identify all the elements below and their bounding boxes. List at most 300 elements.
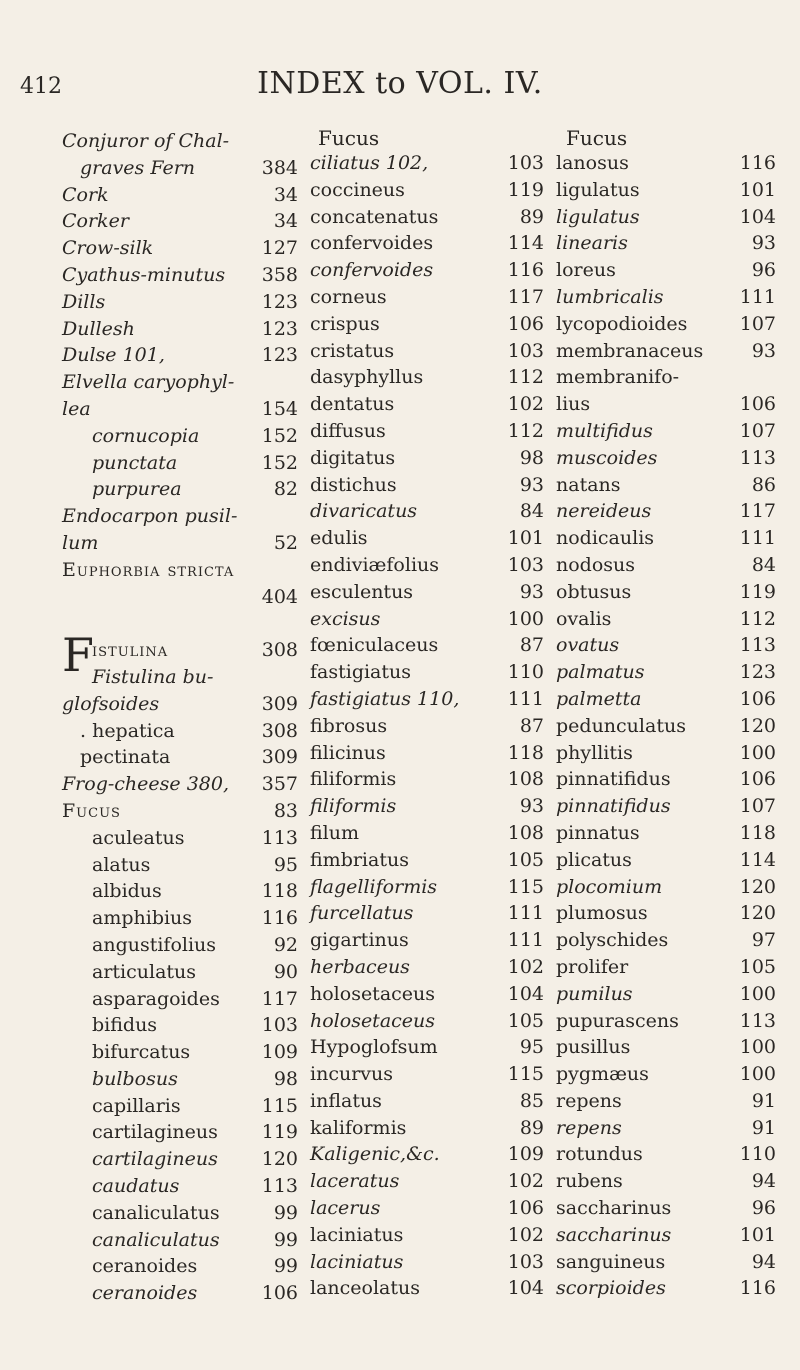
entry-page-number: 113 bbox=[261, 826, 298, 849]
index-entry bbox=[62, 1146, 298, 1173]
entry-term: cartilagineus bbox=[92, 1121, 218, 1144]
entry-page-number: 99 bbox=[273, 1255, 298, 1278]
index-entry bbox=[62, 959, 298, 986]
index-entry bbox=[556, 311, 776, 338]
entry-page-number: 152 bbox=[261, 424, 298, 447]
entry-term: bifidus bbox=[92, 1014, 158, 1037]
running-head: INDEX to VOL. IV. bbox=[257, 66, 543, 101]
index-entry bbox=[62, 664, 298, 691]
entry-term: filiformis bbox=[310, 768, 397, 791]
index-entry bbox=[310, 525, 550, 552]
index-entry bbox=[556, 793, 776, 820]
entry-term: incurvus bbox=[310, 1063, 393, 1086]
entry-page-number: 117 bbox=[261, 987, 298, 1010]
index-entry bbox=[310, 900, 550, 927]
entry-page-number: 120 bbox=[261, 1148, 298, 1171]
entry-term: fastigiatus 110, bbox=[310, 687, 460, 710]
entry-term: pinnatifidus bbox=[556, 795, 671, 818]
entry-page-number: 83 bbox=[273, 799, 298, 822]
index-entry bbox=[556, 713, 776, 740]
entry-page-number: 118 bbox=[507, 741, 544, 764]
index-entry bbox=[556, 1168, 776, 1195]
entry-page-number: 308 bbox=[261, 719, 298, 742]
entry-page-number: 105 bbox=[739, 955, 776, 978]
entry-page-number: 357 bbox=[261, 773, 298, 796]
entry-page-number: 116 bbox=[261, 907, 298, 930]
index-entry bbox=[556, 338, 776, 365]
index-entry bbox=[556, 606, 776, 633]
entry-term: lacerus bbox=[310, 1197, 381, 1220]
entry-term: corneus bbox=[310, 285, 387, 308]
entry-term: graves Fern bbox=[80, 156, 196, 179]
entry-page-number: 91 bbox=[751, 1116, 776, 1139]
entry-term: plumosus bbox=[556, 902, 648, 925]
index-entry bbox=[62, 1280, 298, 1307]
entry-term: lumbricalis bbox=[556, 285, 664, 308]
entry-page-number: 118 bbox=[261, 880, 298, 903]
entry-page-number: 123 bbox=[261, 290, 298, 313]
entry-term: concatenatus bbox=[310, 205, 439, 228]
index-entry bbox=[556, 498, 776, 525]
entry-term: lanosus bbox=[556, 152, 629, 174]
entry-page-number: 106 bbox=[739, 393, 776, 416]
entry-term: pupurascens bbox=[556, 1009, 679, 1032]
index-entry bbox=[62, 530, 298, 557]
entry-term: gigartinus bbox=[310, 929, 409, 952]
entry-term: Fistulina bu- bbox=[92, 665, 214, 688]
index-entry bbox=[556, 364, 776, 391]
index-entry bbox=[310, 793, 550, 820]
entry-page-number: 112 bbox=[507, 366, 544, 389]
index-entry bbox=[556, 418, 776, 445]
entry-page-number: 117 bbox=[739, 500, 776, 523]
entry-page-number: 119 bbox=[261, 1121, 298, 1144]
entry-page-number: 115 bbox=[507, 875, 544, 898]
entry-page-number: 102 bbox=[507, 393, 544, 416]
column-heading: Fucus bbox=[318, 126, 380, 150]
index-entry bbox=[62, 932, 298, 959]
entry-term: confervoides bbox=[310, 232, 434, 255]
entry-term: rubens bbox=[556, 1170, 623, 1193]
entry-term: Dills bbox=[62, 290, 106, 313]
entry-page-number: 100 bbox=[739, 982, 776, 1005]
entry-term: multifidus bbox=[556, 419, 653, 442]
entry-term: plicatus bbox=[556, 848, 632, 871]
entry-page-number: 115 bbox=[261, 1094, 298, 1117]
entry-page-number: 94 bbox=[751, 1250, 776, 1273]
entry-page-number: 87 bbox=[519, 714, 544, 737]
entry-term: pumilus bbox=[556, 982, 633, 1005]
index-entry bbox=[62, 128, 298, 155]
entry-term: fœniculaceus bbox=[310, 634, 439, 657]
entry-term: albidus bbox=[92, 880, 162, 903]
entry-term: bulbosus bbox=[92, 1067, 178, 1090]
entry-term: lum bbox=[62, 531, 99, 554]
entry-term: Corker bbox=[62, 210, 129, 233]
entry-term: kaliformis bbox=[310, 1116, 407, 1139]
entry-term: lea bbox=[62, 397, 91, 420]
entry-page-number: 109 bbox=[261, 1041, 298, 1064]
entry-page-number: 104 bbox=[507, 982, 544, 1005]
entry-term: distichus bbox=[310, 473, 397, 496]
entry-term: filum bbox=[310, 821, 360, 844]
page-number: 412 bbox=[20, 74, 62, 99]
index-entry bbox=[556, 391, 776, 418]
index-entry bbox=[62, 798, 298, 825]
index-entry bbox=[310, 1195, 550, 1222]
entry-term: Kaligenic,&c. bbox=[310, 1143, 440, 1166]
entry-page-number: 82 bbox=[273, 478, 298, 501]
entry-page-number: 96 bbox=[751, 1197, 776, 1220]
entry-term: canaliculatus bbox=[92, 1201, 220, 1224]
entry-term: cornucopia bbox=[92, 424, 200, 447]
entry-page-number: 358 bbox=[261, 263, 298, 286]
entry-term: pedunculatus bbox=[556, 714, 686, 737]
index-entry bbox=[556, 1222, 776, 1249]
index-entry bbox=[556, 820, 776, 847]
index-entry bbox=[310, 150, 550, 177]
index-entry bbox=[310, 1275, 550, 1302]
entry-page-number: 118 bbox=[739, 821, 776, 844]
entry-term: cartilagineus bbox=[92, 1148, 218, 1171]
entry-term: esculentus bbox=[310, 580, 414, 603]
entry-page-number: 34 bbox=[273, 183, 298, 206]
index-entry bbox=[310, 391, 550, 418]
entry-term: angustifolius bbox=[92, 933, 217, 956]
index-entry bbox=[62, 262, 298, 289]
entry-term: crispus bbox=[310, 312, 380, 335]
index-entry bbox=[62, 1093, 298, 1120]
index-column-3 bbox=[556, 128, 776, 1302]
index-entry bbox=[62, 1012, 298, 1039]
index-entry bbox=[556, 177, 776, 204]
index-entry bbox=[310, 472, 550, 499]
entry-term: filiformis bbox=[310, 795, 397, 818]
entry-term: muscoides bbox=[556, 446, 658, 469]
index-entry bbox=[310, 686, 550, 713]
entry-term: pinnatus bbox=[556, 821, 640, 844]
index-entry bbox=[310, 284, 550, 311]
entry-page-number: 101 bbox=[739, 178, 776, 201]
entry-page-number: 101 bbox=[507, 527, 544, 550]
index-entry bbox=[310, 713, 550, 740]
index-entry bbox=[556, 1034, 776, 1061]
index-entry bbox=[310, 177, 550, 204]
entry-term: aculeatus bbox=[92, 826, 185, 849]
drop-cap: F bbox=[62, 628, 94, 683]
entry-term: lius bbox=[556, 393, 591, 416]
index-entry bbox=[310, 766, 550, 793]
index-entry bbox=[556, 927, 776, 954]
index-entry bbox=[310, 579, 550, 606]
entry-page-number: 108 bbox=[507, 768, 544, 791]
entry-term: fibrosus bbox=[310, 714, 388, 737]
index-entry bbox=[310, 981, 550, 1008]
entry-term: ovatus bbox=[556, 634, 620, 657]
entry-term: polyschides bbox=[556, 929, 669, 952]
entry-page-number: 103 bbox=[507, 339, 544, 362]
index-entry bbox=[62, 878, 298, 905]
entry-term: Crow-silk bbox=[62, 237, 154, 260]
entry-term: ciliatus 102, bbox=[310, 152, 429, 174]
entry-page-number: 99 bbox=[273, 1201, 298, 1224]
entry-page-number: 308 bbox=[261, 639, 298, 662]
index-entry bbox=[62, 369, 298, 396]
entry-term: laciniatus bbox=[310, 1250, 404, 1273]
entry-term: filicinus bbox=[310, 741, 386, 764]
index-entry bbox=[62, 691, 298, 718]
index-entry bbox=[62, 905, 298, 932]
index-entry bbox=[556, 284, 776, 311]
entry-page-number: 114 bbox=[739, 848, 776, 871]
index-entry bbox=[310, 927, 550, 954]
entry-term: . hepatica bbox=[80, 719, 175, 742]
entry-term: pectinata bbox=[80, 746, 171, 769]
index-entry bbox=[310, 445, 550, 472]
entry-term: nodosus bbox=[556, 553, 636, 576]
index-entry bbox=[310, 874, 550, 901]
entry-page-number: 404 bbox=[261, 585, 298, 608]
index-entry bbox=[310, 1008, 550, 1035]
entry-page-number: 113 bbox=[261, 1175, 298, 1198]
entry-term: ligulatus bbox=[556, 205, 640, 228]
index-entry bbox=[62, 1173, 298, 1200]
entry-term: natans bbox=[556, 473, 621, 496]
index-entry bbox=[310, 954, 550, 981]
index-entry bbox=[62, 503, 298, 530]
entry-term: plocomium bbox=[556, 875, 663, 898]
entry-term: pinnatifidus bbox=[556, 768, 671, 791]
index-entry bbox=[556, 525, 776, 552]
index-entry bbox=[310, 338, 550, 365]
entry-term: capillaris bbox=[92, 1094, 181, 1117]
entry-page-number: 107 bbox=[739, 419, 776, 442]
index-entry bbox=[310, 1061, 550, 1088]
entry-term: Frog-cheese 380, bbox=[62, 773, 229, 796]
entry-term: repens bbox=[556, 1089, 622, 1112]
entry-page-number: 111 bbox=[507, 929, 544, 952]
entry-page-number: 119 bbox=[507, 178, 544, 201]
entry-page-number: 120 bbox=[739, 902, 776, 925]
entry-page-number: 106 bbox=[739, 768, 776, 791]
entry-page-number: 123 bbox=[739, 661, 776, 684]
index-entry bbox=[62, 986, 298, 1013]
index-entry bbox=[62, 718, 298, 745]
entry-page-number: 89 bbox=[519, 205, 544, 228]
entry-page-number: 106 bbox=[507, 312, 544, 335]
entry-page-number: 103 bbox=[507, 1250, 544, 1273]
entry-term: repens bbox=[556, 1116, 622, 1139]
index-entry bbox=[310, 847, 550, 874]
entry-page-number: 93 bbox=[751, 232, 776, 255]
entry-term: ceranoides bbox=[92, 1255, 198, 1278]
entry-page-number: 104 bbox=[507, 1277, 544, 1300]
entry-page-number: 107 bbox=[739, 795, 776, 818]
entry-term: Hypoglofsum bbox=[310, 1036, 438, 1059]
index-entry bbox=[62, 316, 298, 343]
entry-term: Fucus bbox=[62, 799, 121, 822]
index-entry bbox=[62, 557, 298, 584]
index-entry bbox=[556, 1061, 776, 1088]
entry-page-number: 113 bbox=[739, 446, 776, 469]
entry-term: Dullesh bbox=[62, 317, 135, 340]
entry-term: inflatus bbox=[310, 1089, 382, 1112]
entry-term: palmetta bbox=[556, 687, 642, 710]
column-heading: Fucus bbox=[566, 126, 628, 150]
entry-page-number: 114 bbox=[507, 232, 544, 255]
index-entry bbox=[310, 311, 550, 338]
entry-term: fimbriatus bbox=[310, 848, 409, 871]
entry-term: rotundus bbox=[556, 1143, 643, 1166]
entry-page-number: 127 bbox=[261, 237, 298, 260]
entry-page-number: 384 bbox=[261, 156, 298, 179]
index-entry bbox=[556, 740, 776, 767]
entry-term: coccineus bbox=[310, 178, 405, 201]
index-entry bbox=[62, 1066, 298, 1093]
entry-page-number: 109 bbox=[507, 1143, 544, 1166]
index-entry bbox=[310, 418, 550, 445]
index-entry bbox=[310, 820, 550, 847]
entry-page-number: 152 bbox=[261, 451, 298, 474]
entry-page-number: 104 bbox=[739, 205, 776, 228]
entry-page-number: 103 bbox=[507, 553, 544, 576]
index-entry bbox=[556, 954, 776, 981]
entry-term: ligulatus bbox=[556, 178, 640, 201]
entry-term: palmatus bbox=[556, 661, 645, 684]
entry-term: bifurcatus bbox=[92, 1041, 191, 1064]
entry-term: cristatus bbox=[310, 339, 395, 362]
entry-page-number: 98 bbox=[273, 1067, 298, 1090]
index-entry bbox=[62, 771, 298, 798]
entry-term: scorpioides bbox=[556, 1277, 666, 1300]
index-entry bbox=[62, 1200, 298, 1227]
entry-page-number: 111 bbox=[507, 687, 544, 710]
index-entry bbox=[310, 1115, 550, 1142]
index-entry bbox=[556, 1008, 776, 1035]
entry-term: ceranoides bbox=[92, 1282, 198, 1305]
entry-term: ovalis bbox=[556, 607, 612, 630]
entry-page-number: 106 bbox=[507, 1197, 544, 1220]
index-entry bbox=[310, 364, 550, 391]
index-entry bbox=[310, 552, 550, 579]
index-entry bbox=[556, 150, 776, 177]
entry-term: nereideus bbox=[556, 500, 652, 523]
index-entry bbox=[62, 155, 298, 182]
entry-term: divaricatus bbox=[310, 500, 418, 523]
index-entry bbox=[310, 1141, 550, 1168]
entry-page-number: 117 bbox=[507, 285, 544, 308]
entry-term: diffusus bbox=[310, 419, 386, 442]
entry-page-number: 103 bbox=[507, 152, 544, 174]
entry-term: edulis bbox=[310, 527, 368, 550]
entry-page-number: 110 bbox=[507, 661, 544, 684]
index-entry bbox=[310, 204, 550, 231]
entry-term: asparagoides bbox=[92, 987, 220, 1010]
entry-page-number: 119 bbox=[739, 580, 776, 603]
entry-page-number: 100 bbox=[739, 741, 776, 764]
entry-term: holosetaceus bbox=[310, 982, 436, 1005]
entry-page-number: 107 bbox=[739, 312, 776, 335]
index-entry bbox=[556, 659, 776, 686]
entry-term: caudatus bbox=[92, 1175, 180, 1198]
entry-term: herbaceus bbox=[310, 955, 410, 978]
index-entry bbox=[556, 766, 776, 793]
entry-term: dasyphyllus bbox=[310, 366, 424, 389]
entry-page-number: 93 bbox=[519, 795, 544, 818]
entry-page-number: 91 bbox=[751, 1089, 776, 1112]
index-entry bbox=[556, 1088, 776, 1115]
entry-page-number: 111 bbox=[507, 902, 544, 925]
entry-term: laciniatus bbox=[310, 1223, 404, 1246]
entry-term: Endocarpon pusil- bbox=[62, 505, 238, 528]
entry-page-number: 92 bbox=[273, 933, 298, 956]
index-entry bbox=[62, 1253, 298, 1280]
entry-term: Euphorbia stricta bbox=[62, 558, 235, 581]
entry-term: confervoides bbox=[310, 259, 434, 282]
index-entry bbox=[556, 1249, 776, 1276]
entry-page-number: 100 bbox=[739, 1036, 776, 1059]
index-entry bbox=[556, 981, 776, 1008]
entry-term: digitatus bbox=[310, 446, 396, 469]
entry-page-number: 106 bbox=[739, 687, 776, 710]
entry-page-number: 100 bbox=[507, 607, 544, 630]
entry-term: Dulse 101, bbox=[62, 344, 165, 367]
entry-page-number: 123 bbox=[261, 344, 298, 367]
entry-term: dentatus bbox=[310, 393, 395, 416]
entry-page-number: 116 bbox=[507, 259, 544, 282]
entry-page-number: 103 bbox=[261, 1014, 298, 1037]
index-entry bbox=[556, 874, 776, 901]
entry-term: purpurea bbox=[92, 478, 182, 501]
entry-term: laceratus bbox=[310, 1170, 400, 1193]
index-entry bbox=[62, 235, 298, 262]
entry-page-number: 108 bbox=[507, 821, 544, 844]
entry-term: membranaceus bbox=[556, 339, 704, 362]
entry-page-number: 86 bbox=[751, 473, 776, 496]
index-entry bbox=[556, 632, 776, 659]
entry-term: amphibius bbox=[92, 907, 193, 930]
entry-page-number: 110 bbox=[739, 1143, 776, 1166]
entry-page-number: 105 bbox=[507, 848, 544, 871]
entry-term: holosetaceus bbox=[310, 1009, 436, 1032]
index-entry bbox=[62, 396, 298, 423]
entry-term: flagelliformis bbox=[310, 875, 438, 898]
index-column-2 bbox=[310, 128, 550, 1302]
index-entry bbox=[556, 552, 776, 579]
entry-term: loreus bbox=[556, 259, 616, 282]
entry-term: membranifo- bbox=[556, 366, 680, 389]
index-entry bbox=[310, 1088, 550, 1115]
entry-page-number: 113 bbox=[739, 1009, 776, 1032]
index-entry bbox=[310, 1249, 550, 1276]
index-entry bbox=[62, 476, 298, 503]
index-entry bbox=[62, 1227, 298, 1254]
entry-term: lanceolatus bbox=[310, 1277, 420, 1300]
entry-page-number: 115 bbox=[507, 1063, 544, 1086]
index-entry bbox=[556, 204, 776, 231]
index-entry bbox=[556, 1141, 776, 1168]
index-entry bbox=[310, 632, 550, 659]
entry-term: linearis bbox=[556, 232, 628, 255]
entry-page-number: 84 bbox=[519, 500, 544, 523]
entry-page-number: 85 bbox=[519, 1089, 544, 1112]
entry-page-number: 100 bbox=[739, 1063, 776, 1086]
entry-page-number: 89 bbox=[519, 1116, 544, 1139]
entry-page-number: 309 bbox=[261, 746, 298, 769]
index-entry bbox=[556, 257, 776, 284]
entry-page-number: 87 bbox=[519, 634, 544, 657]
index-entry bbox=[556, 847, 776, 874]
